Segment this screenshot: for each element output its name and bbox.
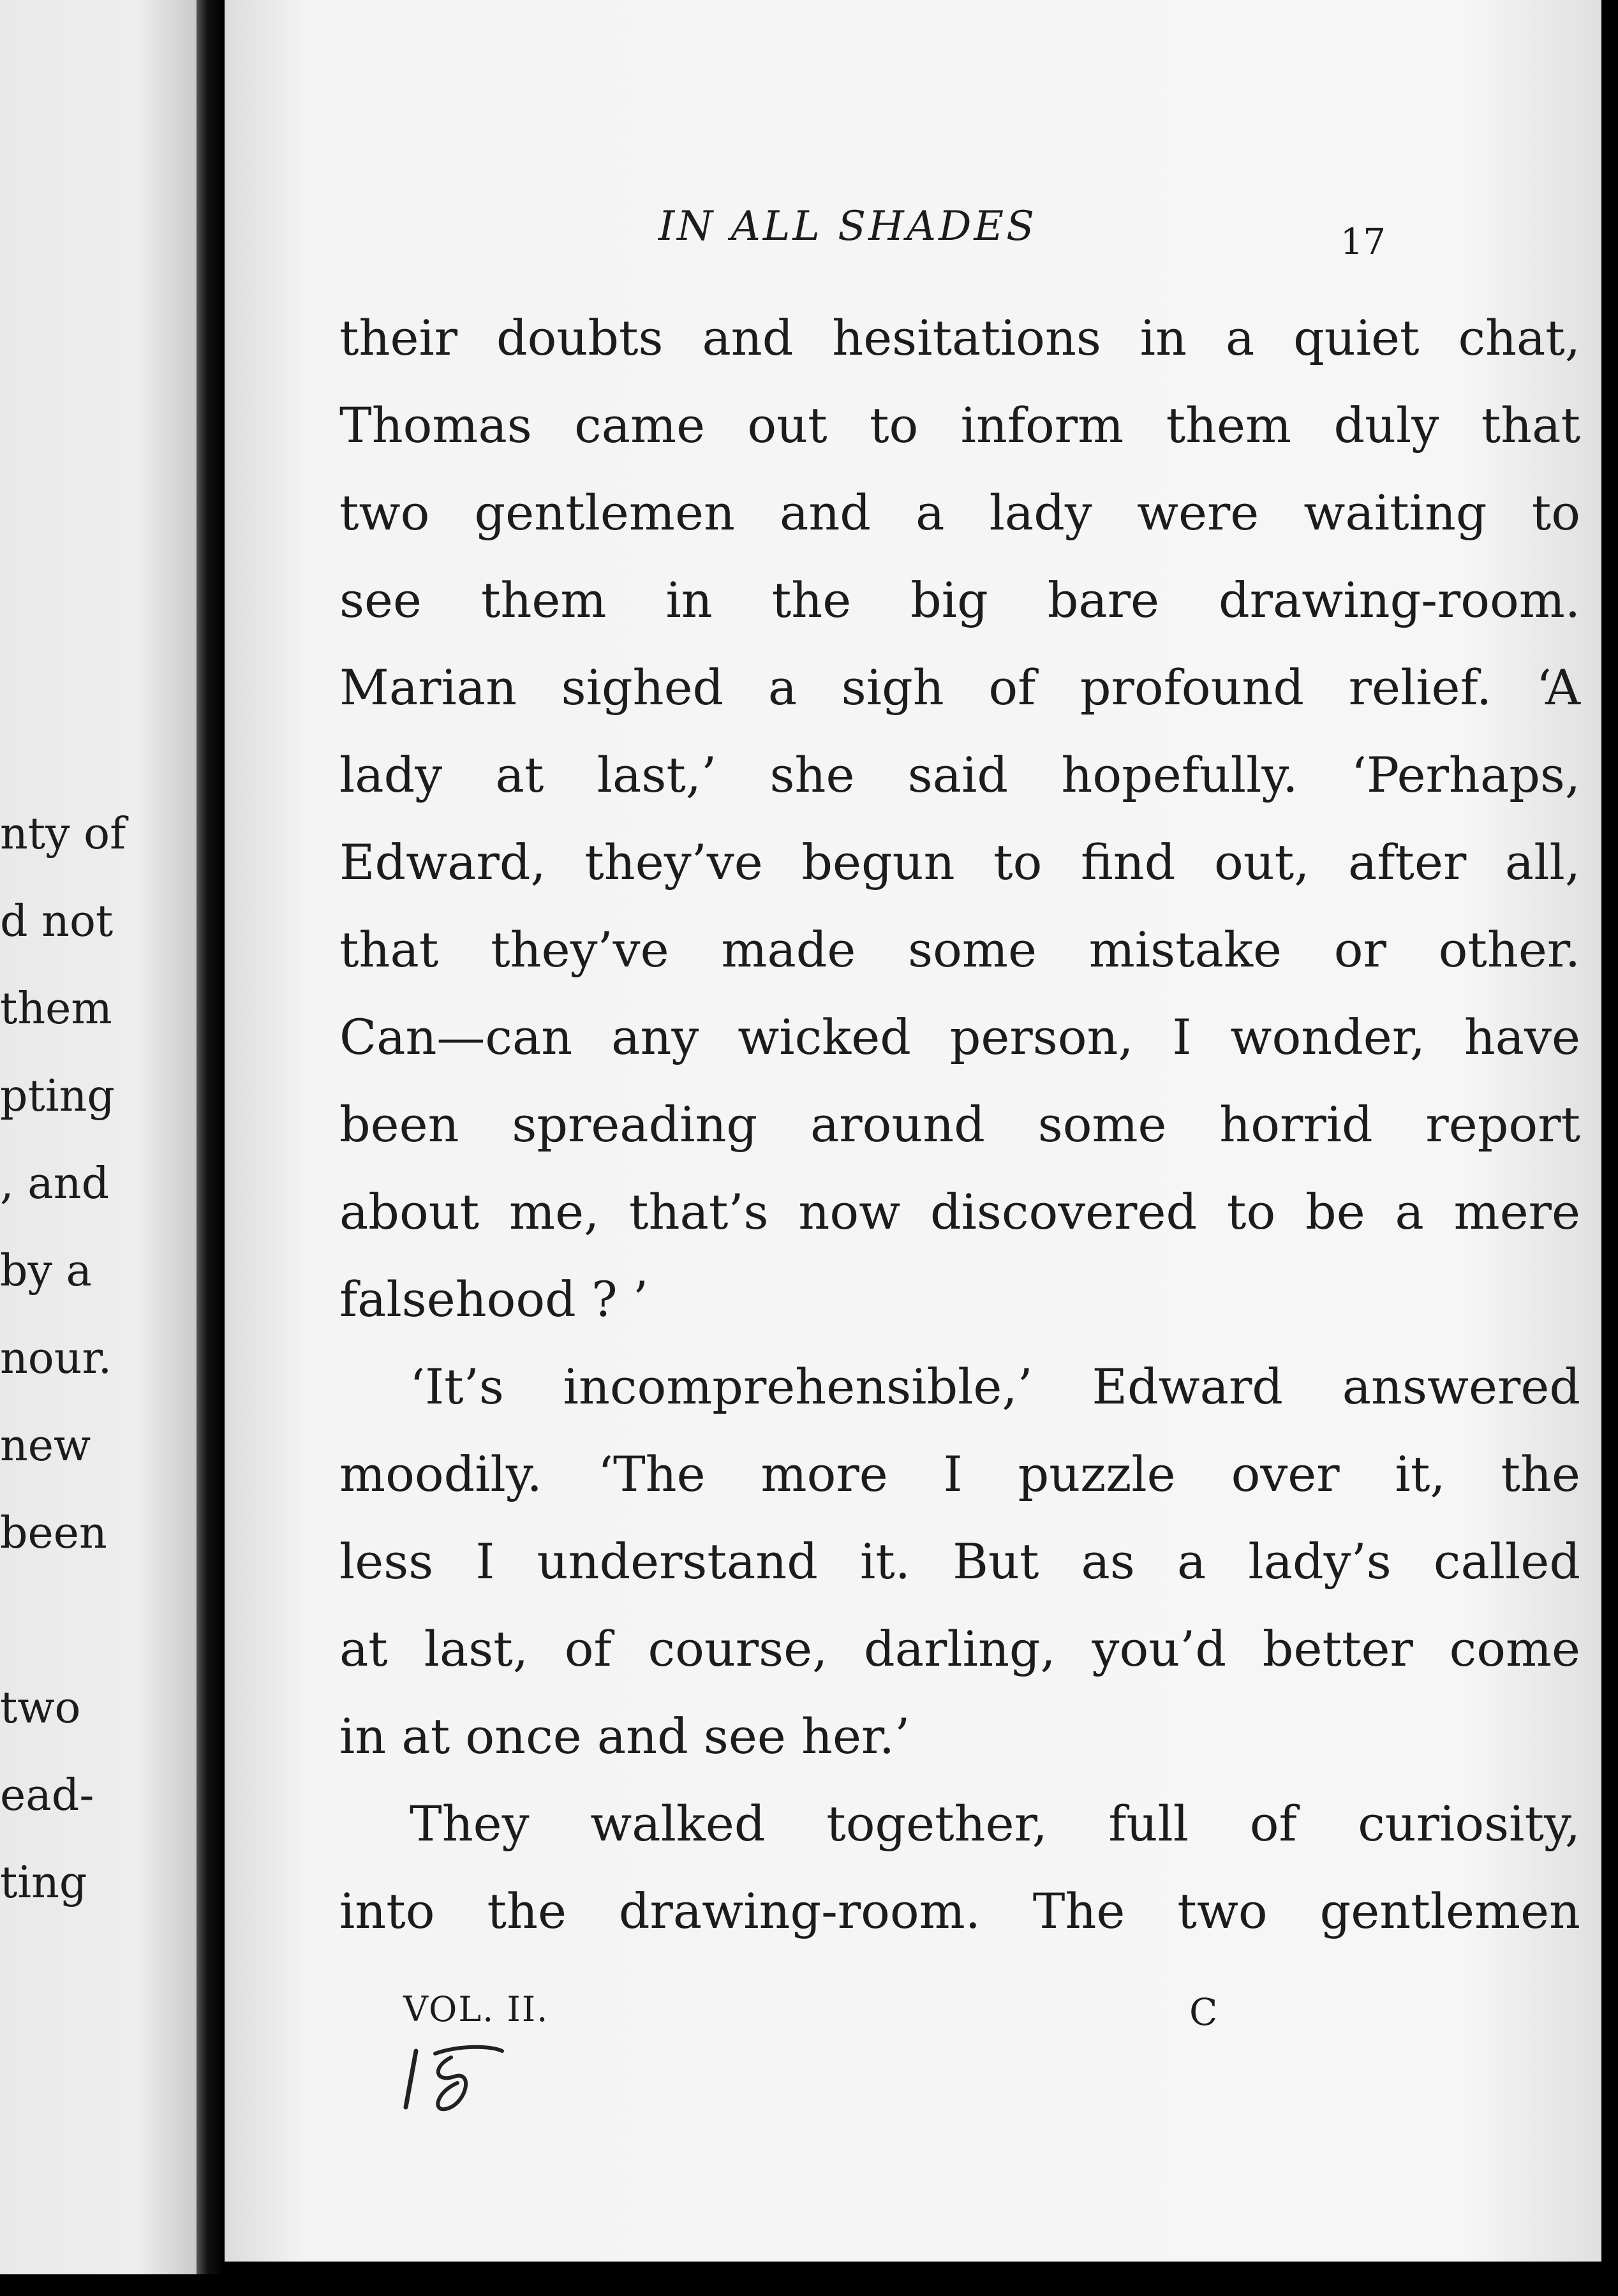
- text-line: falsehood ? ’: [339, 1271, 649, 1328]
- running-head: IN ALL SHADES: [658, 203, 1037, 250]
- left-page-fragment: [0, 0, 197, 2274]
- book-spine: [197, 0, 225, 2274]
- signature-volume: VOL. II.: [403, 1989, 549, 2029]
- left-line: ead-: [0, 1770, 94, 1821]
- text-line: two gentlemen and a lady were waiting to: [339, 484, 1580, 541]
- left-line: nty of: [0, 809, 126, 859]
- text-line: Marian sighed a sigh of profound relief. ‘A: [339, 659, 1580, 716]
- left-line: them: [0, 984, 112, 1034]
- left-line: , and: [0, 1159, 110, 1209]
- left-line: been: [0, 1508, 107, 1559]
- signature-letter: C: [1189, 1990, 1218, 2034]
- text-line: about me, that’s now discovered to be a mere: [339, 1183, 1580, 1240]
- text-line: lady at last,’ she said hopefully. ‘Perhaps,: [339, 746, 1580, 803]
- text-line: see them in the big bare drawing-room.: [339, 572, 1580, 628]
- left-line: d not: [0, 896, 114, 947]
- text-line: less I understand it. But as a lady’s called: [339, 1533, 1580, 1590]
- text-line: They walked together, full of curiosity,: [410, 1795, 1580, 1852]
- text-line: into the drawing-room. The two gentlemen: [339, 1883, 1580, 1939]
- left-line: pting: [0, 1071, 115, 1122]
- handwritten-page-number: [397, 2038, 512, 2115]
- handwritten-mark-icon: [397, 2038, 512, 2115]
- text-line: their doubts and hesitations in a quiet chat,: [339, 309, 1580, 366]
- text-line: been spreading around some horrid report: [339, 1096, 1580, 1153]
- left-line: two: [0, 1683, 81, 1733]
- page-number: 17: [1340, 221, 1386, 263]
- left-line: [0, 1596, 191, 1647]
- text-line: that they’ve made some mistake or other.: [339, 921, 1580, 978]
- left-line: nour.: [0, 1333, 112, 1384]
- text-line: in at once and see her.’: [339, 1708, 910, 1765]
- text-line: Edward, they’ve begun to find out, after all,: [339, 834, 1580, 891]
- right-page: [225, 0, 1601, 2262]
- text-line: moodily. ‘The more I puzzle over it, the: [339, 1446, 1580, 1502]
- text-line: at last, of course, darling, you’d better come: [339, 1620, 1580, 1677]
- scan-border: [0, 2274, 1618, 2296]
- left-line: by a: [0, 1246, 93, 1296]
- text-line: ‘It’s incomprehensible,’ Edward answered: [410, 1358, 1580, 1415]
- text-line: Thomas came out to inform them duly that: [339, 397, 1580, 454]
- left-line: new: [0, 1421, 91, 1471]
- left-line: ting: [0, 1858, 87, 1908]
- text-line: Can—can any wicked person, I wonder, have: [339, 1009, 1580, 1065]
